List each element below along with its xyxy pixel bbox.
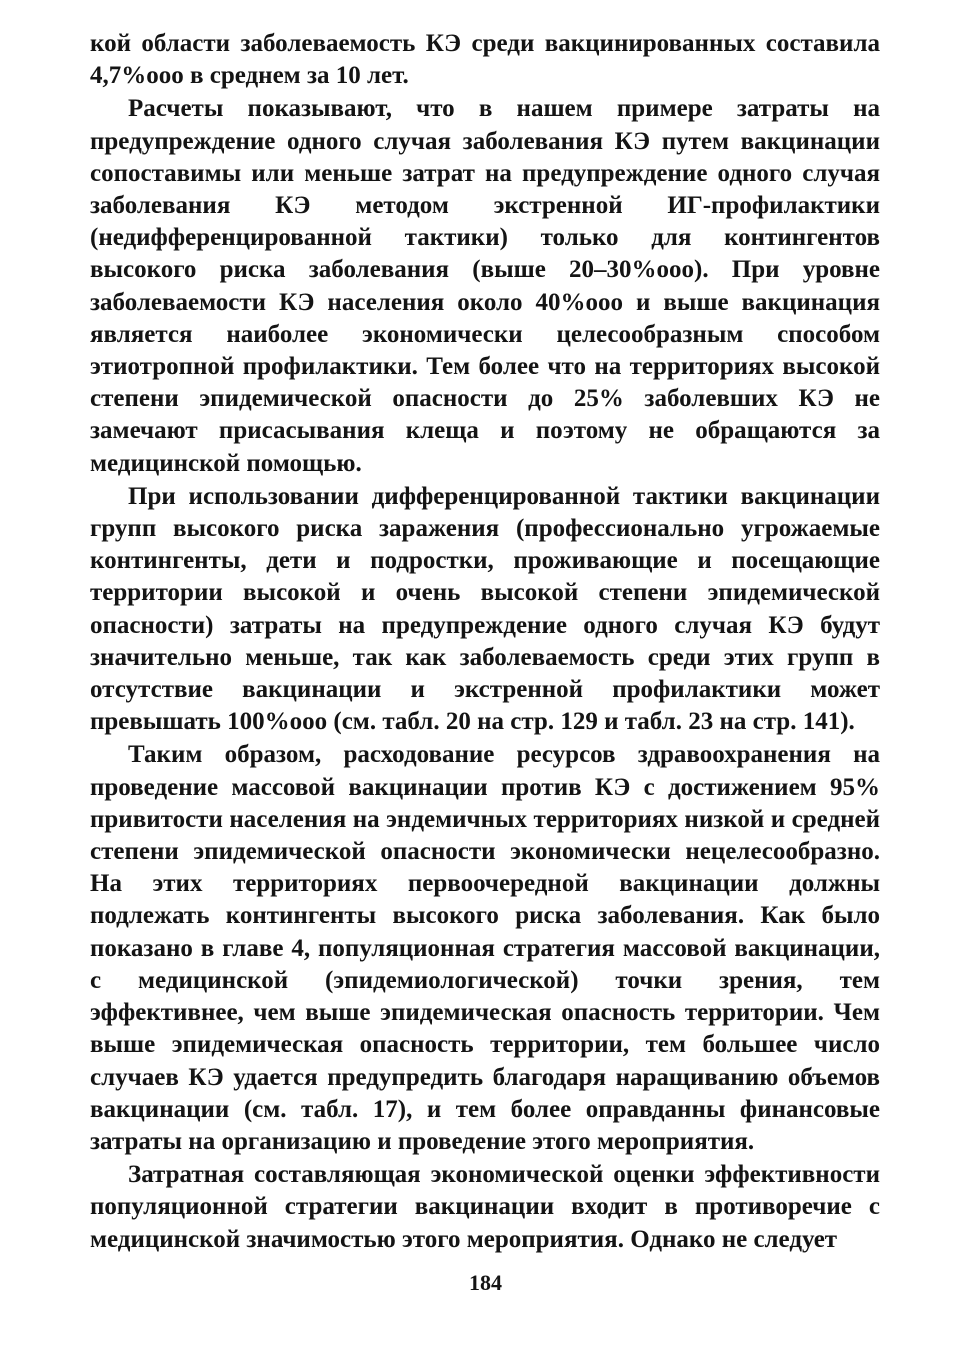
page-body [90,28,880,1256]
paragraph-vaccination-cost: Расчеты показывают, что в нашем примере затраты на предупреждение одного случая заболевания КЭ путем вакцинации сопоставимы или меньше затрат на предупреждение одного случая заболевания КЭ методом экстренной ИГ-профилактики (недифференцированной тактики) только для контингентов высокого риска заболевания (выше 20–30%ооо). При уровне заболеваемости КЭ населения около 40%ооо и выше вакцинация является наиболее экономически целесообразным способом этиотропной профилактики. Тем более что на территориях высокой степени эпидемической опасности до 25% заболевших КЭ не замечают присасывания клеща и поэтому не обращаются за медицинской помощью. [90,95,880,477]
paragraph-differentiated-tactics: При использовании дифференцированной тактики вакцинации групп высокого риска заражения (профессионально угрожаемые контингенты, дети и подростки, проживающие и посещающие территории высокой и очень высокой степени эпидемической опасности) затраты на предупреждение одного случая КЭ будут значительно меньше, так как заболеваемость среди этих групп в отсутствие вакцинации и экстренной профилактики может превышать 100%ооо (см. табл. 20 на стр. 129 и табл. 23 на стр. 141). [90,482,880,736]
paragraph-cost-component: Затратная составляющая экономической оценки эффективности популяционной стратегии вакцинации входит в противоречие с медицинской значимостью этого мероприятия. Однако не следует [90,1161,880,1253]
paragraph-conclusion: Таким образом, расходование ресурсов здравоохранения на проведение массовой вакцинации против КЭ с достижением 95% привитости населения на эндемичных территориях низкой и средней степени эпидемической опасности экономически нецелесообразно. На этих территориях первоочередной вакцинации должны подлежать контингенты высокого риска заболевания. Как было показано в главе 4, популяционная стратегия массовой вакцинации, с медицинской (эпидемиологической) точки зрения, тем эффективнее, чем выше эпидемическая опасность территории. Чем выше эпидемическая опасность территории, тем большее число случаев КЭ удается предупредить благодаря наращиванию объемов вакцинации (см. табл. 17), и тем более оправданны финансовые затраты на организацию и проведение этого мероприятия. [90,741,880,1155]
page-number: 184 [469,1270,502,1295]
paragraph-continuation: кой области заболеваемость КЭ среди вакцинированных составила 4,7%ооо в среднем за 10 лет. [90,30,880,90]
